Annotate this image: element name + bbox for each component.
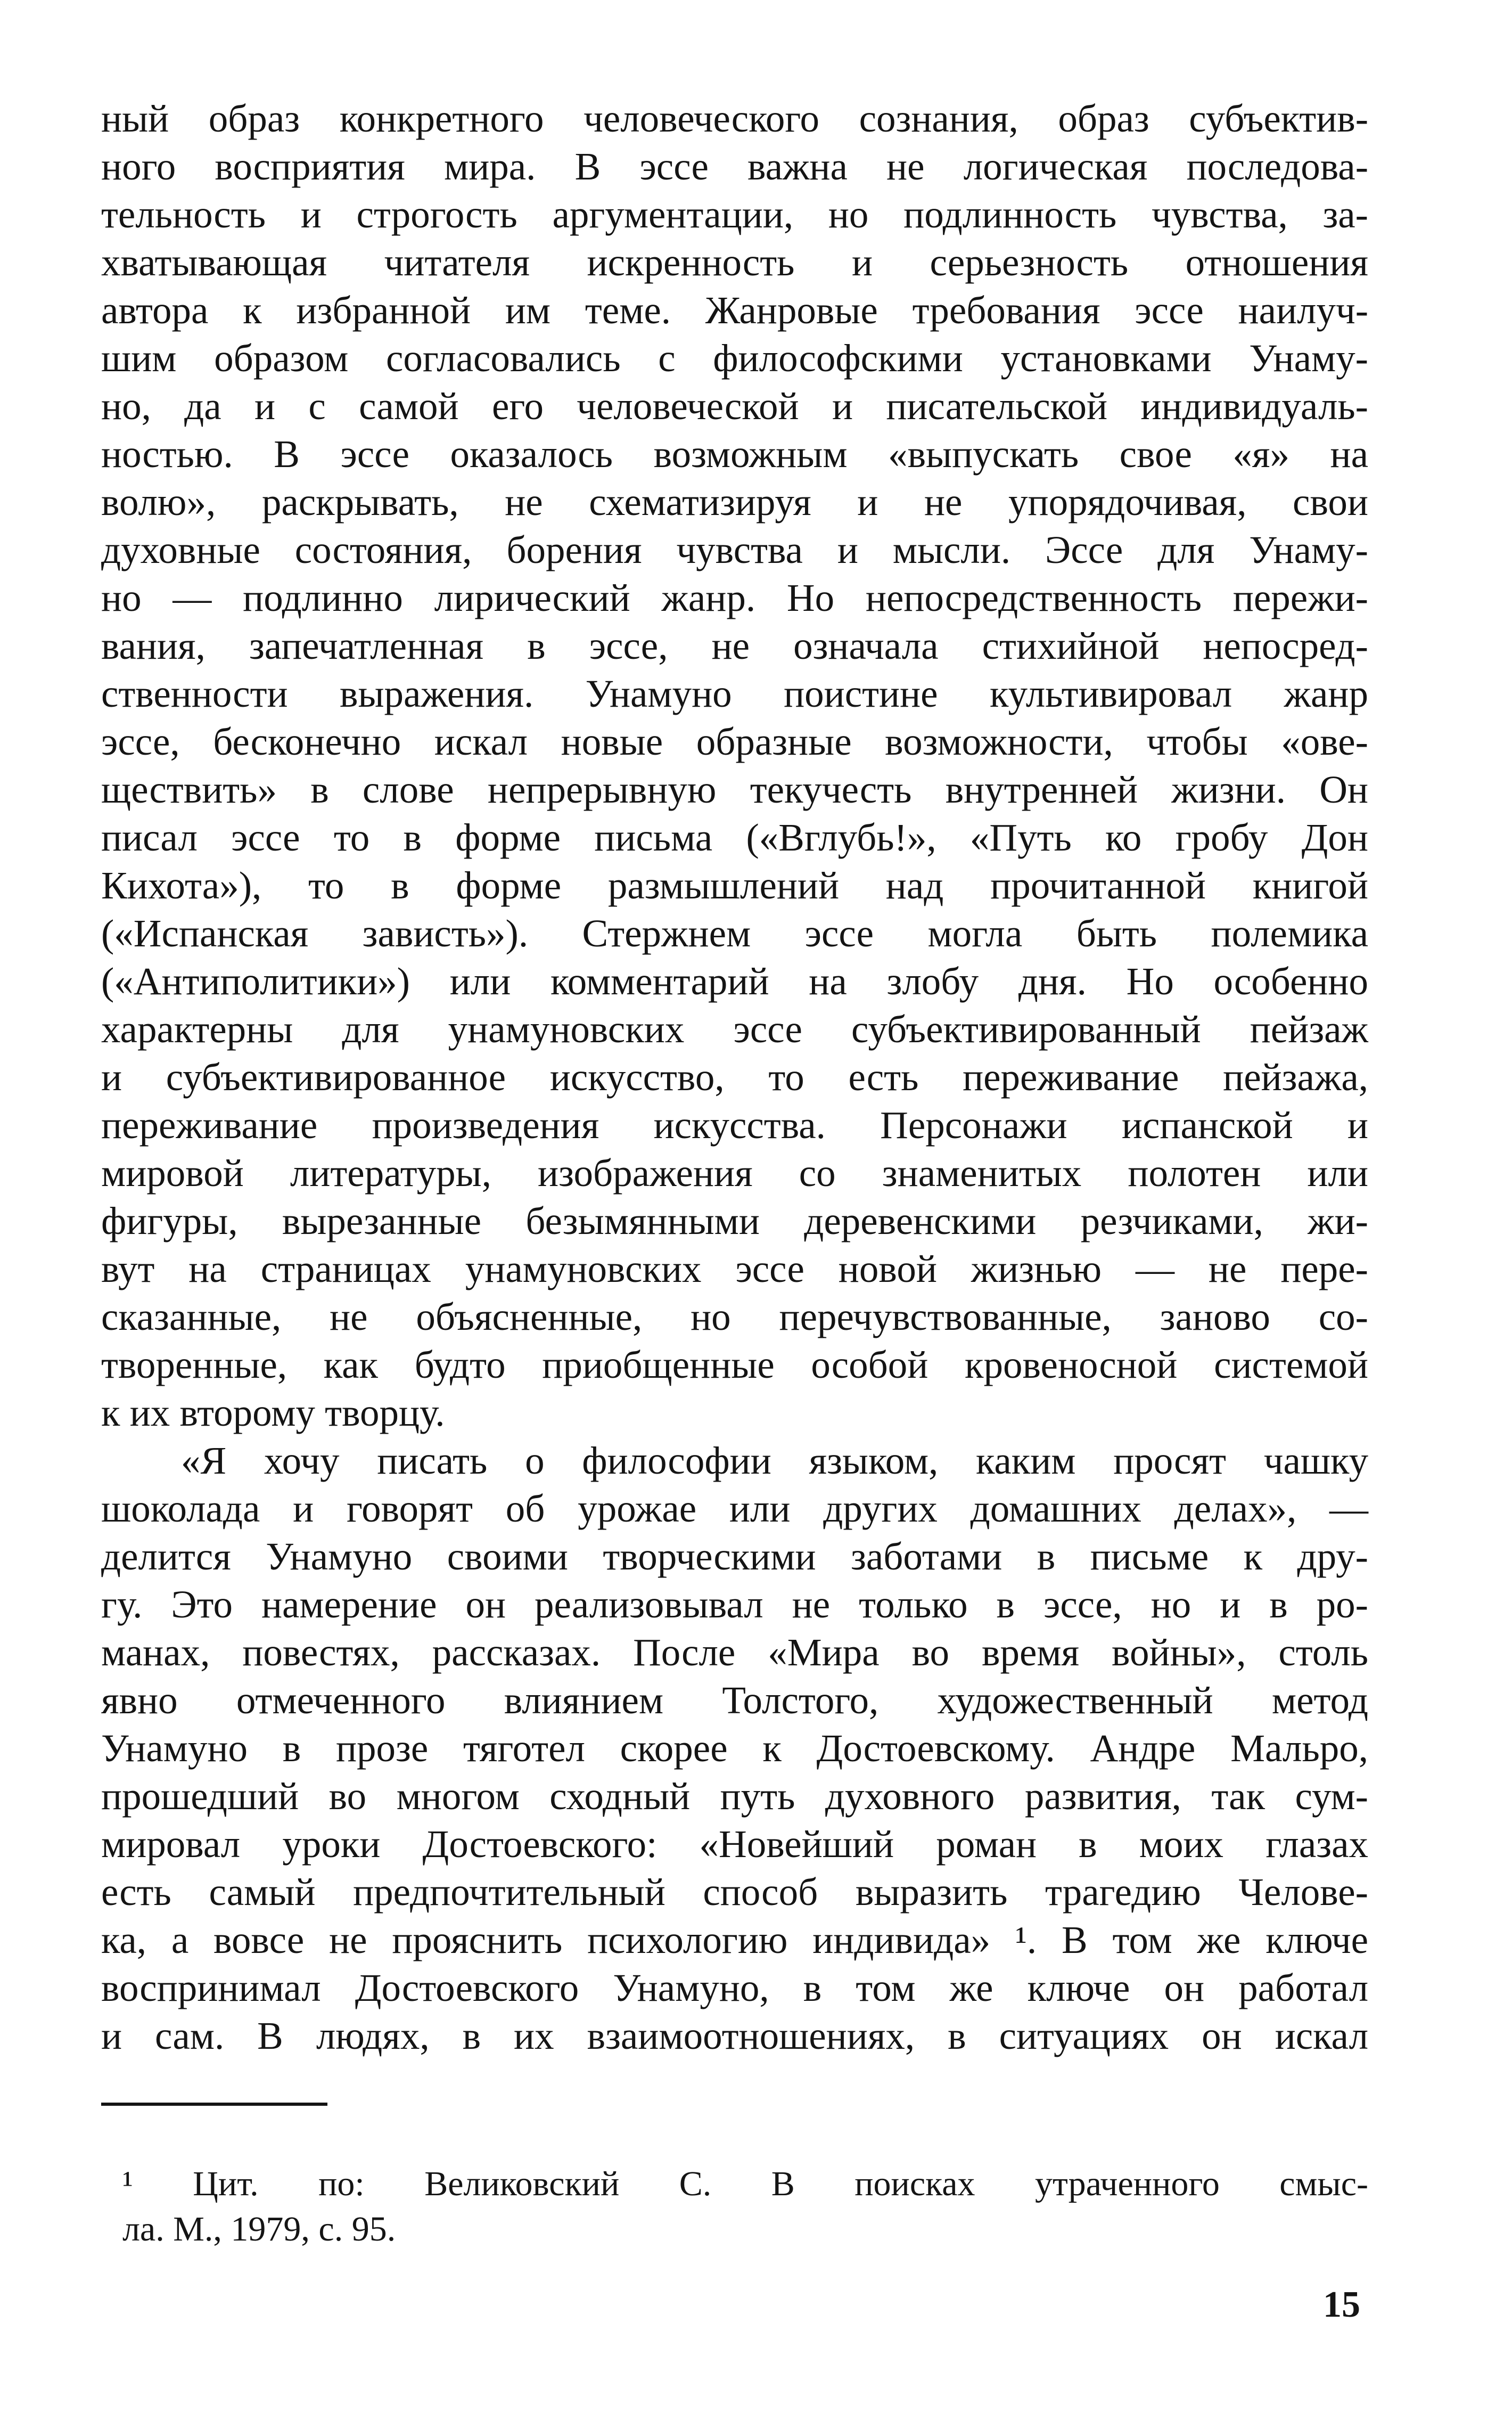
body-line: сказанные, не объясненные, но перечувствованные, заново со- [101, 1295, 1368, 1338]
footnote [122, 2161, 1368, 2252]
body-line: мировой литературы, изображения со знаменитых полотен или [101, 1151, 1368, 1195]
body-line: манах, повестях, рассказах. После «Мира во время войны», столь [101, 1631, 1368, 1674]
body-line: тельность и строгость аргументации, но подлинность чувства, за- [101, 193, 1368, 236]
body-line: но — подлинно лирический жанр. Но непосредственность пережи- [101, 576, 1368, 619]
body-line: духовные состояния, борения чувства и мысли. Эссе для Унаму- [101, 528, 1368, 571]
body-line: переживание произведения искусства. Персонажи испанской и [101, 1103, 1368, 1147]
page-number: 15 [1323, 2284, 1360, 2325]
body-line: волю», раскрывать, не схематизируя и не упорядочивая, свои [101, 480, 1368, 524]
body-line: и сам. В людях, в их взаимоотношениях, в ситуациях он искал [101, 2014, 1368, 2057]
footnote-rule [101, 2103, 327, 2106]
body-line: ный образ конкретного человеческого сознания, образ субъектив- [101, 97, 1368, 140]
body-line: но, да и с самой его человеческой и писательской индивидуаль- [101, 385, 1368, 428]
body-line: шоколада и говорят об урожае или других домашних делах», — [101, 1487, 1368, 1530]
body-line: («Антиполитики») или комментарий на злобу дня. Но особенно [101, 960, 1368, 1003]
body-line: явно отмеченного влиянием Толстого, художественный метод [101, 1679, 1368, 1722]
body-line: («Испанская зависть»). Стержнем эссе могла быть полемика [101, 912, 1368, 955]
body-line: шим образом согласовались с философскими установками Унаму- [101, 337, 1368, 380]
body-line: воспринимал Достоевского Унамуно, в том же ключе он работал [101, 1966, 1368, 2009]
body-line: к их второму творцу. [101, 1391, 445, 1434]
body-line: характерны для унамуновских эссе субъективированный пейзаж [101, 1008, 1368, 1051]
body-line: фигуры, вырезанные безымянными деревенскими резчиками, жи- [101, 1199, 1368, 1242]
body-line: Унамуно в прозе тяготел скорее к Достоевскому. Андре Мальро, [101, 1727, 1368, 1770]
body-line: «Я хочу писать о философии языком, каким просят чашку [181, 1439, 1368, 1482]
body-line: автора к избранной им теме. Жанровые требования эссе наилуч- [101, 289, 1368, 332]
body-line: есть самый предпочтительный способ выразить трагедию Челове- [101, 1870, 1368, 1914]
body-line: ка, а вовсе не прояснить психологию индивида» ¹. В том же ключе [101, 1918, 1368, 1961]
body-line: писал эссе то в форме письма («Вглубь!», «Путь ко гробу Дон [101, 816, 1368, 859]
body-line: мировал уроки Достоевского: «Новейший роман в моих глазах [101, 1822, 1368, 1866]
body-line: прошедший во многом сходный путь духовного развития, так сум- [101, 1775, 1368, 1818]
body-line: гу. Это намерение он реализовывал не только в эссе, но и в ро- [101, 1583, 1368, 1626]
body-line: ного восприятия мира. В эссе важна не логическая последова- [101, 145, 1368, 188]
body-line: эссе, бесконечно искал новые образные возможности, чтобы «ове- [101, 720, 1368, 763]
body-line: творенные, как будто приобщенные особой кровеносной системой [101, 1343, 1368, 1386]
body-line: вут на страницах унамуновских эссе новой жизнью — не пере- [101, 1247, 1368, 1290]
body-line: ностью. В эссе оказалось возможным «выпускать свое «я» на [101, 432, 1368, 476]
body-line: делится Унамуно своими творческими заботами в письме к дру- [101, 1535, 1368, 1578]
body-text [101, 95, 1368, 2060]
body-line: хватывающая читателя искренность и серьезность отношения [101, 241, 1368, 284]
body-line: ществить» в слове непрерывную текучесть внутренней жизни. Он [101, 768, 1368, 811]
body-line: ственности выражения. Унамуно поистине культивировал жанр [101, 672, 1368, 715]
footnote-line: ла. М., 1979, с. 95. [122, 2210, 396, 2249]
body-line: и субъективированное искусство, то есть переживание пейзажа, [101, 1056, 1368, 1099]
body-line: вания, запечатленная в эссе, не означала стихийной непосред- [101, 624, 1368, 667]
body-line: Кихота»), то в форме размышлений над прочитанной книгой [101, 864, 1368, 907]
footnote-line: ¹ Цит. по: Великовский С. В поисках утраченного смыс- [122, 2164, 1368, 2203]
